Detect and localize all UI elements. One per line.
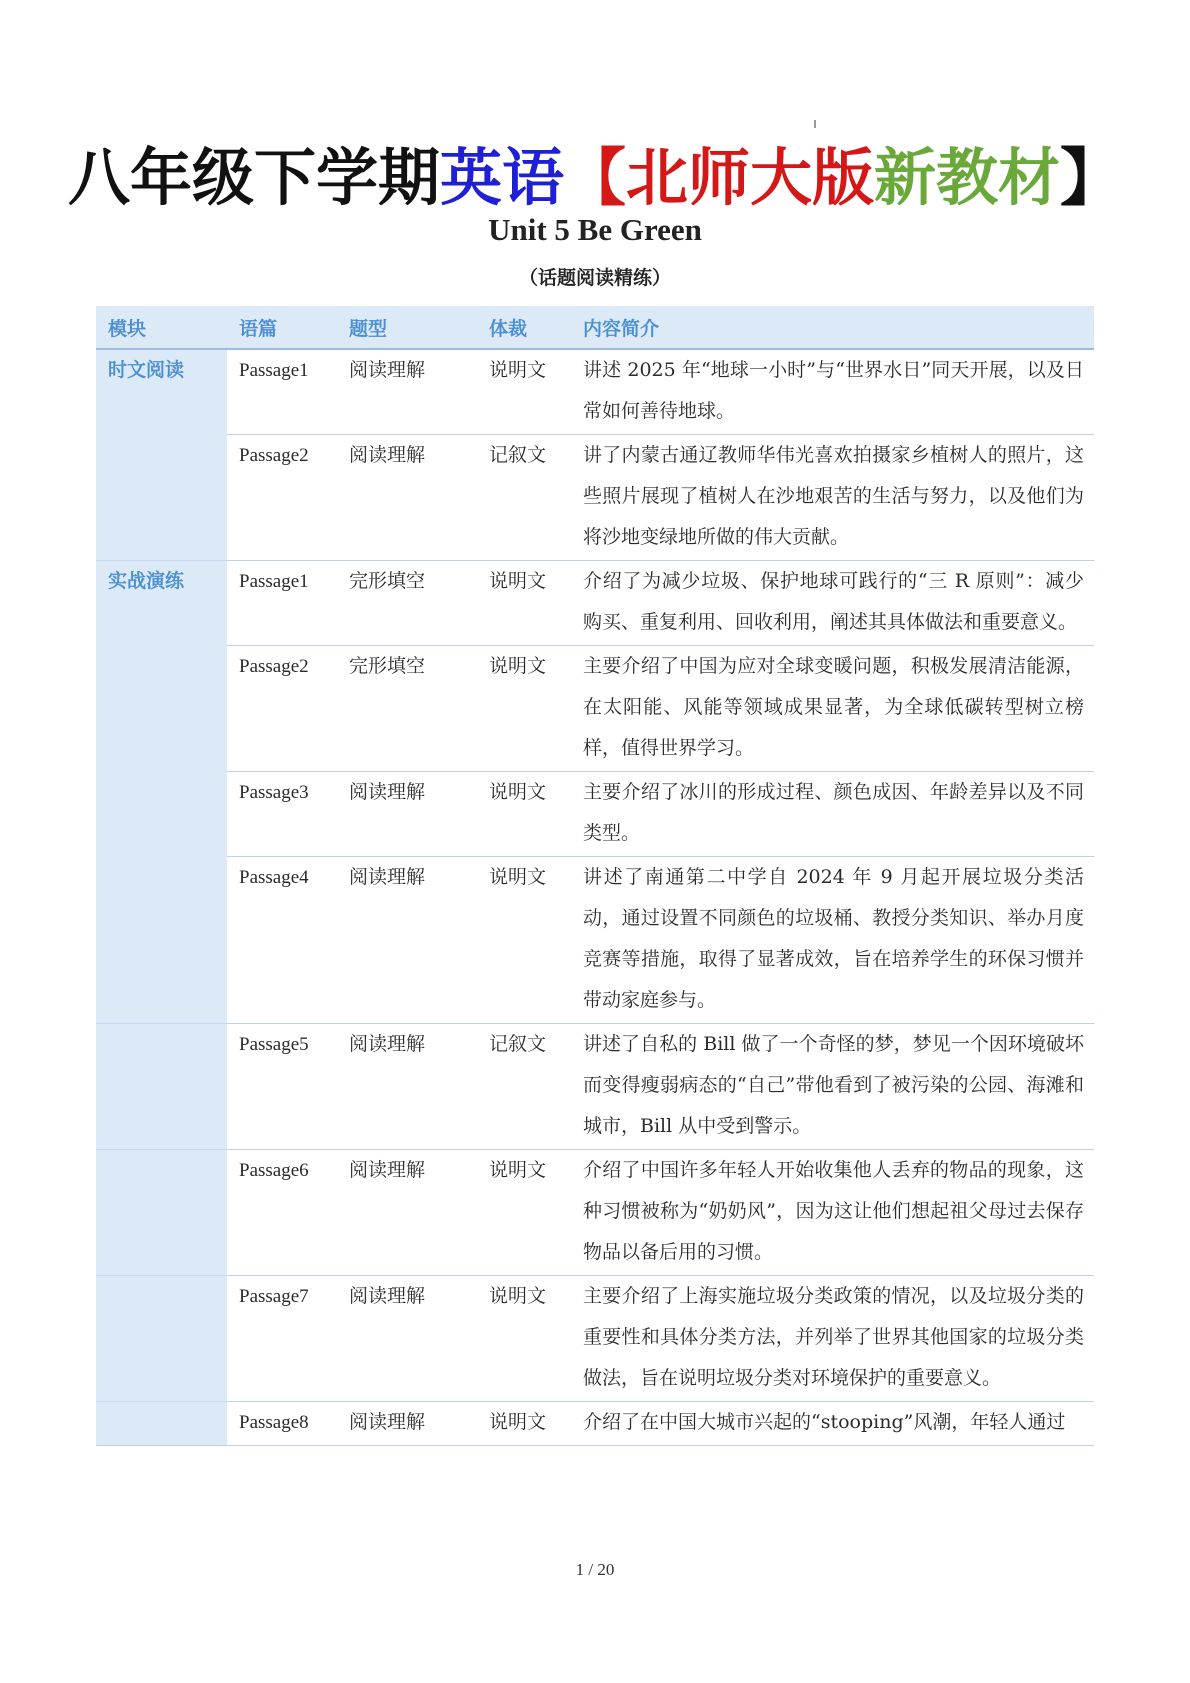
type-cell: 阅读理解 <box>337 1024 477 1150</box>
passage-cell: Passage5 <box>227 1024 337 1150</box>
summary-cell: 主要介绍了上海实施垃圾分类政策的情况，以及垃圾分类的重要性和具体分类方法，并列举了世界其他国家的垃圾分类做法，旨在说明垃圾分类对环境保护的重要意义。 <box>571 1276 1094 1402</box>
summary-cell: 介绍了为减少垃圾、保护地球可践行的“三 R 原则”：减少购买、重复利用、回收利用，阐述其具体做法和重要意义。 <box>571 561 1094 646</box>
header-type: 题型 <box>337 306 477 349</box>
title-grade: 八年级下学期 <box>67 141 440 214</box>
genre-cell: 说明文 <box>477 561 571 646</box>
type-cell: 完形填空 <box>337 646 477 772</box>
header-genre: 体裁 <box>477 306 571 349</box>
type-cell: 阅读理解 <box>337 772 477 857</box>
type-cell: 阅读理解 <box>337 1150 477 1276</box>
title-edition: 新教材 <box>874 141 1061 214</box>
type-cell: 完形填空 <box>337 561 477 646</box>
type-cell: 阅读理解 <box>337 857 477 1024</box>
genre-cell: 记叙文 <box>477 435 571 561</box>
unit-title: Unit 5 Be Green <box>488 212 702 247</box>
genre-cell: 说明文 <box>477 1276 571 1402</box>
section-label: （话题阅读精练） <box>518 267 671 289</box>
genre-cell: 说明文 <box>477 646 571 772</box>
type-cell: 阅读理解 <box>337 349 477 435</box>
module-cell <box>96 1150 227 1276</box>
summary-cell: 讲述了南通第二中学自 2024 年 9 月起开展垃圾分类活动，通过设置不同颜色的垃圾桶、教授分类知识、举办月度竞赛等措施，取得了显著成效，旨在培养学生的环保习惯并带动家庭参与。 <box>571 857 1094 1024</box>
title-publisher: 【北师大版 <box>563 141 874 214</box>
table-row <box>96 857 1094 1024</box>
table-row <box>96 1276 1094 1402</box>
module-cell <box>96 1276 227 1402</box>
decorative-mark <box>814 120 816 128</box>
header-module: 模块 <box>96 306 227 349</box>
genre-cell: 记叙文 <box>477 1024 571 1150</box>
genre-cell: 说明文 <box>477 1402 571 1446</box>
table-row <box>96 435 1094 561</box>
passage-cell: Passage7 <box>227 1276 337 1402</box>
module-cell <box>96 1024 227 1150</box>
passage-cell: Passage2 <box>227 646 337 772</box>
module-cell: 时文阅读 <box>96 349 227 561</box>
type-cell: 阅读理解 <box>337 435 477 561</box>
passage-cell: Passage4 <box>227 857 337 1024</box>
summary-cell: 讲述了自私的 Bill 做了一个奇怪的梦，梦见一个因环境破坏而变得瘦弱病态的“自己”带他看到了被污染的公园、海滩和城市，Bill 从中受到警示。 <box>571 1024 1094 1150</box>
table-row <box>96 772 1094 857</box>
table-row <box>96 561 1094 646</box>
passage-cell: Passage1 <box>227 561 337 646</box>
passage-cell: Passage3 <box>227 772 337 857</box>
type-cell: 阅读理解 <box>337 1402 477 1446</box>
genre-cell: 说明文 <box>477 772 571 857</box>
passage-cell: Passage6 <box>227 1150 337 1276</box>
page-title <box>0 138 1190 218</box>
passage-cell: Passage8 <box>227 1402 337 1446</box>
page-number: 1 / 20 <box>575 1560 615 1579</box>
summary-cell: 介绍了中国许多年轻人开始收集他人丢弃的物品的现象，这种习惯被称为“奶奶风”，因为这让他们想起祖父母过去保存物品以备后用的习惯。 <box>571 1150 1094 1276</box>
table-header-row <box>96 306 1094 349</box>
type-cell: 阅读理解 <box>337 1276 477 1402</box>
title-subject: 英语 <box>439 141 564 214</box>
summary-cell: 主要介绍了冰川的形成过程、颜色成因、年龄差异以及不同类型。 <box>571 772 1094 857</box>
summary-cell: 讲述 2025 年“地球一小时”与“世界水日”同天开展，以及日常如何善待地球。 <box>571 349 1094 435</box>
table-row <box>96 1402 1094 1446</box>
passage-table <box>96 306 1094 1446</box>
module-cell: 实战演练 <box>96 561 227 1024</box>
header-summary: 内容简介 <box>571 306 1094 349</box>
title-bracket-close: 】 <box>1060 141 1123 214</box>
summary-cell: 讲了内蒙古通辽教师华伟光喜欢拍摄家乡植树人的照片，这些照片展现了植树人在沙地艰苦的生活与努力，以及他们为将沙地变绿地所做的伟大贡献。 <box>571 435 1094 561</box>
genre-cell: 说明文 <box>477 857 571 1024</box>
table-row <box>96 1024 1094 1150</box>
header-passage: 语篇 <box>227 306 337 349</box>
passage-cell: Passage2 <box>227 435 337 561</box>
summary-cell: 介绍了在中国大城市兴起的“stooping”风潮，年轻人通过 <box>571 1402 1094 1446</box>
table-row <box>96 349 1094 435</box>
module-cell <box>96 1402 227 1446</box>
table-row <box>96 646 1094 772</box>
passage-cell: Passage1 <box>227 349 337 435</box>
genre-cell: 说明文 <box>477 349 571 435</box>
table-row <box>96 1150 1094 1276</box>
summary-cell: 主要介绍了中国为应对全球变暖问题，积极发展清洁能源，在太阳能、风能等领域成果显著，为全球低碳转型树立榜样，值得世界学习。 <box>571 646 1094 772</box>
genre-cell: 说明文 <box>477 1150 571 1276</box>
